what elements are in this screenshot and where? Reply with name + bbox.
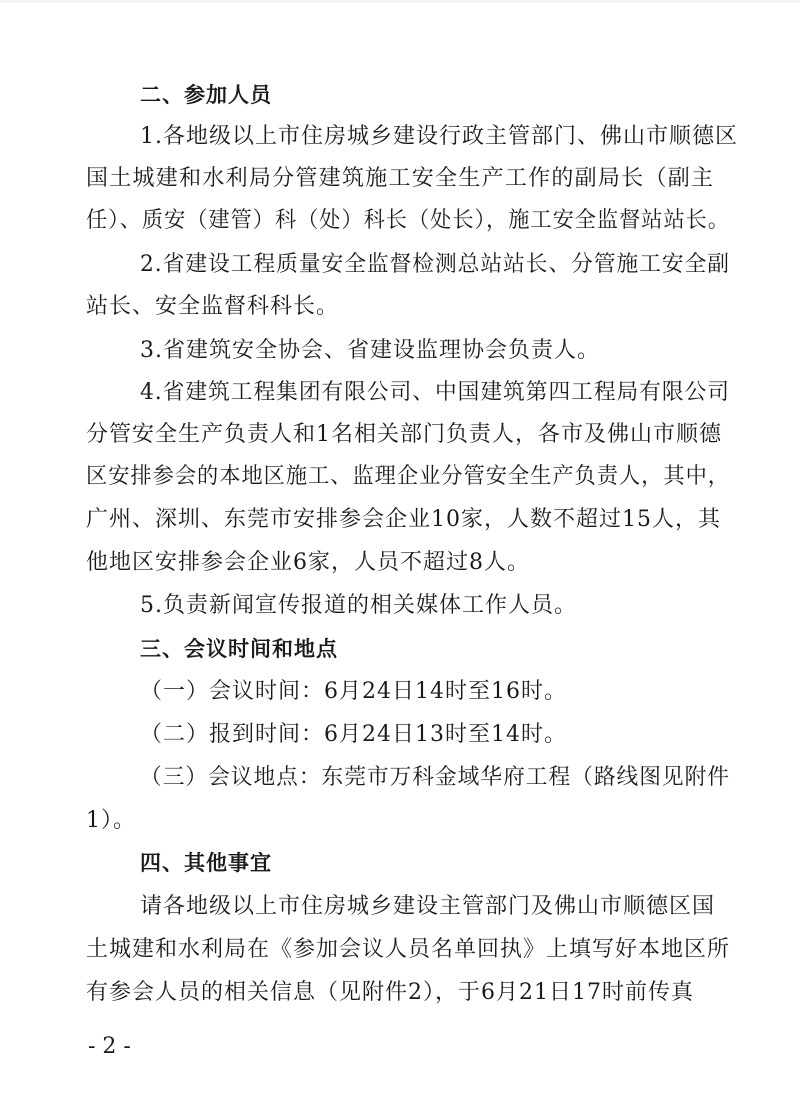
section-heading-time-place: 三、会议时间和地点 bbox=[140, 637, 338, 661]
paragraph-line: （三）会议地点：东莞市万科金域华府工程（路线图见附件 bbox=[140, 765, 731, 790]
paragraph-line: 国土城建和水利局分管建筑施工安全生产工作的副局长（副主 bbox=[86, 166, 714, 191]
paragraph-line: 2.省建设工程质量安全监督检测总站站长、分管施工安全副 bbox=[140, 252, 730, 277]
page-number: - 2 - bbox=[88, 1034, 131, 1059]
paragraph-line: 4.省建筑工程集团有限公司、中国建筑第四工程局有限公司 bbox=[140, 380, 730, 405]
paragraph-line: 区安排参会的本地区施工、监理企业分管安全生产负责人，其中， bbox=[86, 464, 731, 489]
paragraph-line: 有参会人员的相关信息（见附件2），于6月21日17时前传真 bbox=[86, 980, 694, 1005]
paragraph-line: 土城建和水利局在《参加会议人员名单回执》上填写好本地区所 bbox=[86, 937, 731, 962]
section-heading-other-matters: 四、其他事宜 bbox=[140, 851, 272, 875]
paragraph-line: 分管安全生产负责人和1名相关部门负责人，各市及佛山市顺德 bbox=[86, 422, 722, 447]
paragraph-line: （一）会议时间：6月24日14时至16时。 bbox=[140, 679, 567, 704]
paragraph-line: 请各地级以上市住房城乡建设主管部门及佛山市顺德区国 bbox=[140, 894, 716, 919]
paragraph-line: 1.各地级以上市住房城乡建设行政主管部门、佛山市顺德区 bbox=[140, 124, 738, 149]
scan-edge bbox=[0, 0, 800, 3]
paragraph-line: （二）报到时间：6月24日13时至14时。 bbox=[140, 722, 567, 747]
paragraph-line: 广州、深圳、东莞市安排参会企业10家，人数不超过15人，其 bbox=[86, 507, 721, 532]
paragraph-line: 3.省建筑安全协会、省建设监理协会负责人。 bbox=[140, 338, 600, 363]
paragraph-line: 他地区安排参会企业6家，人员不超过8人。 bbox=[86, 550, 530, 575]
paragraph-line: 5.负责新闻宣传报道的相关媒体工作人员。 bbox=[140, 593, 577, 618]
paragraph-line: 站长、安全监督科科长。 bbox=[86, 294, 340, 319]
paragraph-line: 1）。 bbox=[86, 808, 136, 833]
section-heading-participants: 二、参加人员 bbox=[140, 83, 272, 107]
paragraph-line: 任）、质安（建管）科（处）科长（处长），施工安全监督站站长。 bbox=[86, 208, 730, 233]
